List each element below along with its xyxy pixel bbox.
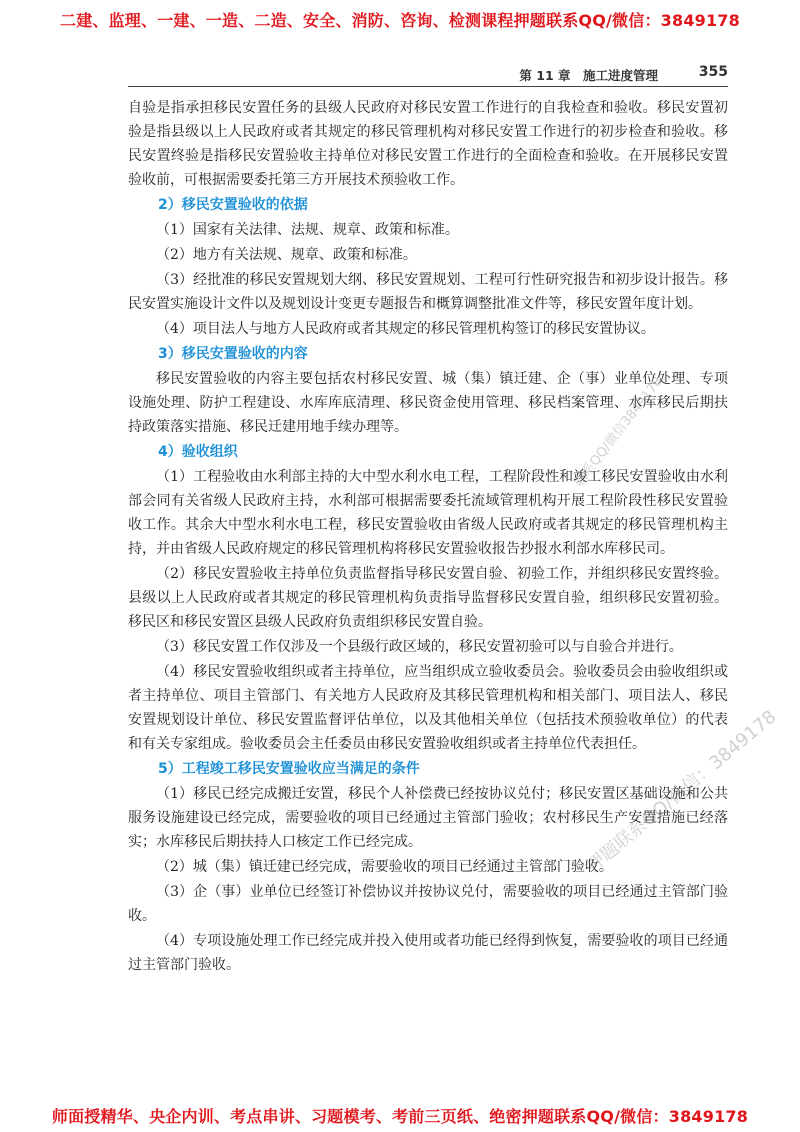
section-heading-conditions: 5）工程竣工移民安置验收应当满足的条件 [158,761,420,777]
list-item-organization-3: （3）移民安置工作仅涉及一个县级行政区域的，移民安置初验可以与自验合并进行。 [156,639,683,655]
paragraph-acceptance-definitions: 自验是指承担移民安置任务的县级人民政府对移民安置工作进行的自我检查和验收。移民安置初验是指县级以上人民政府或者其规定的移民管理机构对移民安置工作进行的初步检查和验收。移民安置终验是指移民安置验收主持单位对移民安置工作进行的全面检查和验收。在开展移民安置验收前，可根据需要委托第三方开展技术预验收工作。 [128,100,728,188]
promo-banner-bottom: 师面授精华、央企内训、考点串讲、习题模考、考前三页纸、绝密押题联系QQ/微信：3849178 [51,1107,749,1126]
list-item-basis-1: （1）国家有关法律、法规、规章、政策和标准。 [156,222,459,238]
promo-banner-top: 二建、监理、一建、一造、二造、安全、消防、咨询、检测课程押题联系QQ/微信：3849178 [60,11,740,30]
list-item-condition-3: （3）企（事）业单位已经签订补偿协议并按协议兑付，需要验收的项目已经通过主管部门验收。 [128,884,728,924]
list-item-basis-2: （2）地方有关法规、规章、政策和标准。 [156,247,417,263]
running-header [128,64,728,87]
paragraph-acceptance-content: 移民安置验收的内容主要包括农村移民安置、城（集）镇迁建、企（事）业单位处理、专项设施处理、防护工程建设、水库库底清理、移民资金使用管理、移民档案管理、水库移民后期扶持政策落实措施、移民迁建用地手续办理等。 [128,371,728,435]
list-item-condition-4: （4）专项设施处理工作已经完成并投入使用或者功能已经得到恢复，需要验收的项目已经通过主管部门验收。 [128,933,728,973]
page-body [128,96,728,978]
list-item-condition-1: （1）移民已经完成搬迁安置，移民个人补偿费已经按协议兑付；移民安置区基础设施和公共服务设施建设已经完成，需要验收的项目已经通过主管部门验收；农村移民生产安置措施已经落实；水库移民后期扶持人口核定工作已经完成。 [128,786,728,850]
section-heading-organization: 4）验收组织 [158,444,238,460]
list-item-basis-3: （3）经批准的移民安置规划大纲、移民安置规划、工程可行性研究报告和初步设计报告。移民安置实施设计文件以及规划设计变更专题报告和概算调整批准文件等，移民安置年度计划。 [128,272,728,312]
list-item-organization-1: （1）工程验收由水利部主持的大中型水利水电工程，工程阶段性和竣工移民安置验收由水利部会同有关省级人民政府主持，水利部可根据需要委托流域管理机构开展工程阶段性移民安置验收工作。其余大中型水利水电工程，移民安置验收由省级人民政府或者其规定的移民管理机构主持，并由省级人民政府规定的移民管理机构将移民安置验收报告抄报水利部水库移民司。 [128,469,728,557]
list-item-organization-4: （4）移民安置验收组织或者主持单位，应当组织成立验收委员会。验收委员会由验收组织或者主持单位、项目主管部门、有关地方人民政府及其移民管理机构和相关部门、项目法人、移民安置规划设计单位、移民安置监督评估单位，以及其他相关单位（包括技术预验收单位）的代表和有关专家组成。验收委员会主任委员由移民安置验收组织或者主持单位代表担任。 [128,664,728,752]
list-item-condition-2: （2）城（集）镇迁建已经完成，需要验收的项目已经通过主管部门验收。 [156,859,613,875]
chapter-title: 第 11 章 施工进度管理 [519,68,658,83]
page-number: 355 [698,64,728,80]
watermark-text: 联系QQ/微信3849178 [571,374,666,490]
list-item-organization-2: （2）移民安置验收主持单位负责监督指导移民安置自验、初验工作，并组织移民安置终验。县级以上人民政府或者其规定的移民管理机构负责指导监督移民安置自验，组织移民安置初验。移民区和移民安置区县级人民政府负责组织移民安置自验。 [128,566,728,630]
list-item-basis-4: （4）项目法人与地方人民政府或者其规定的移民管理机构签订的移民安置协议。 [156,321,655,337]
section-heading-content: 3）移民安置验收的内容 [158,346,308,362]
watermark-text-large: 押题联系QQ/微信：3849178 [582,706,781,878]
section-heading-basis: 2）移民安置验收的依据 [158,197,308,213]
